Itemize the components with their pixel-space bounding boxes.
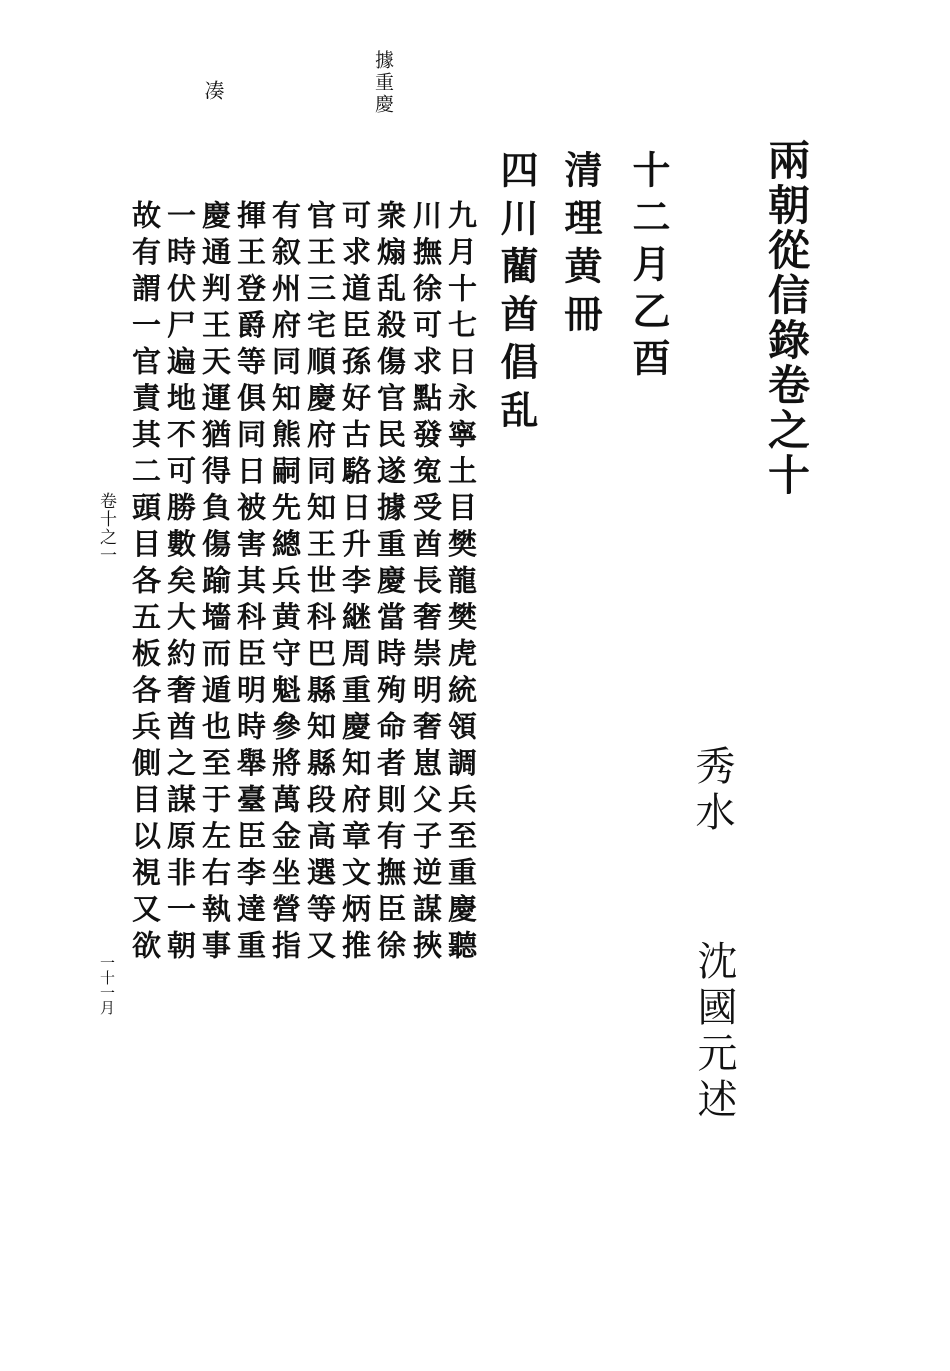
body-column: 故有謂一官責其二頭目各五板各兵側目以視又欲	[128, 200, 162, 967]
marginal-note: 凑	[201, 80, 225, 102]
body-column: 慶通判王天運猶得負傷踰墻而遁也至于左右執事	[198, 200, 232, 967]
folio-label: 卷十之一	[96, 492, 116, 564]
author-place: 秀水	[689, 745, 735, 837]
book-title: 兩朝從信錄卷之十	[762, 138, 811, 498]
author-name: 沈國元述	[691, 940, 737, 1124]
body-column: 揮王登爵等俱同日被害其科臣明時舉臺臣李達重	[233, 200, 267, 967]
body-column: 九月十七日永寧土目樊龍樊虎統領調兵至重慶聽	[444, 200, 478, 967]
folio-number: 一十一月	[98, 955, 116, 1015]
date-heading: 十二月乙酉	[626, 150, 671, 385]
body-column: 可求道臣孫好古駱日升李継周重慶知府章文炳推	[338, 200, 372, 967]
section-heading: 四川藺酋倡乱	[494, 150, 539, 438]
body-column: 川撫徐可求點發寃受酋長奢崇明奢崽父子逆謀挾	[409, 200, 443, 967]
body-column: 衆煽乱殺傷官民遂據重慶當時殉命者則有撫臣徐	[373, 200, 407, 967]
marginal-note: 據重慶	[372, 50, 394, 116]
body-column: 官王三宅順慶府同知王世科巴縣知縣段高選等又	[303, 200, 337, 967]
body-column: 有叙州府同知熊嗣先總兵黄守魁參將萬金坐營指	[268, 200, 302, 967]
section-heading: 清理黄冊	[558, 150, 603, 342]
body-column: 一時伏尸遍地不可勝數矣大約奢酋之謀原非一朝	[163, 200, 197, 967]
